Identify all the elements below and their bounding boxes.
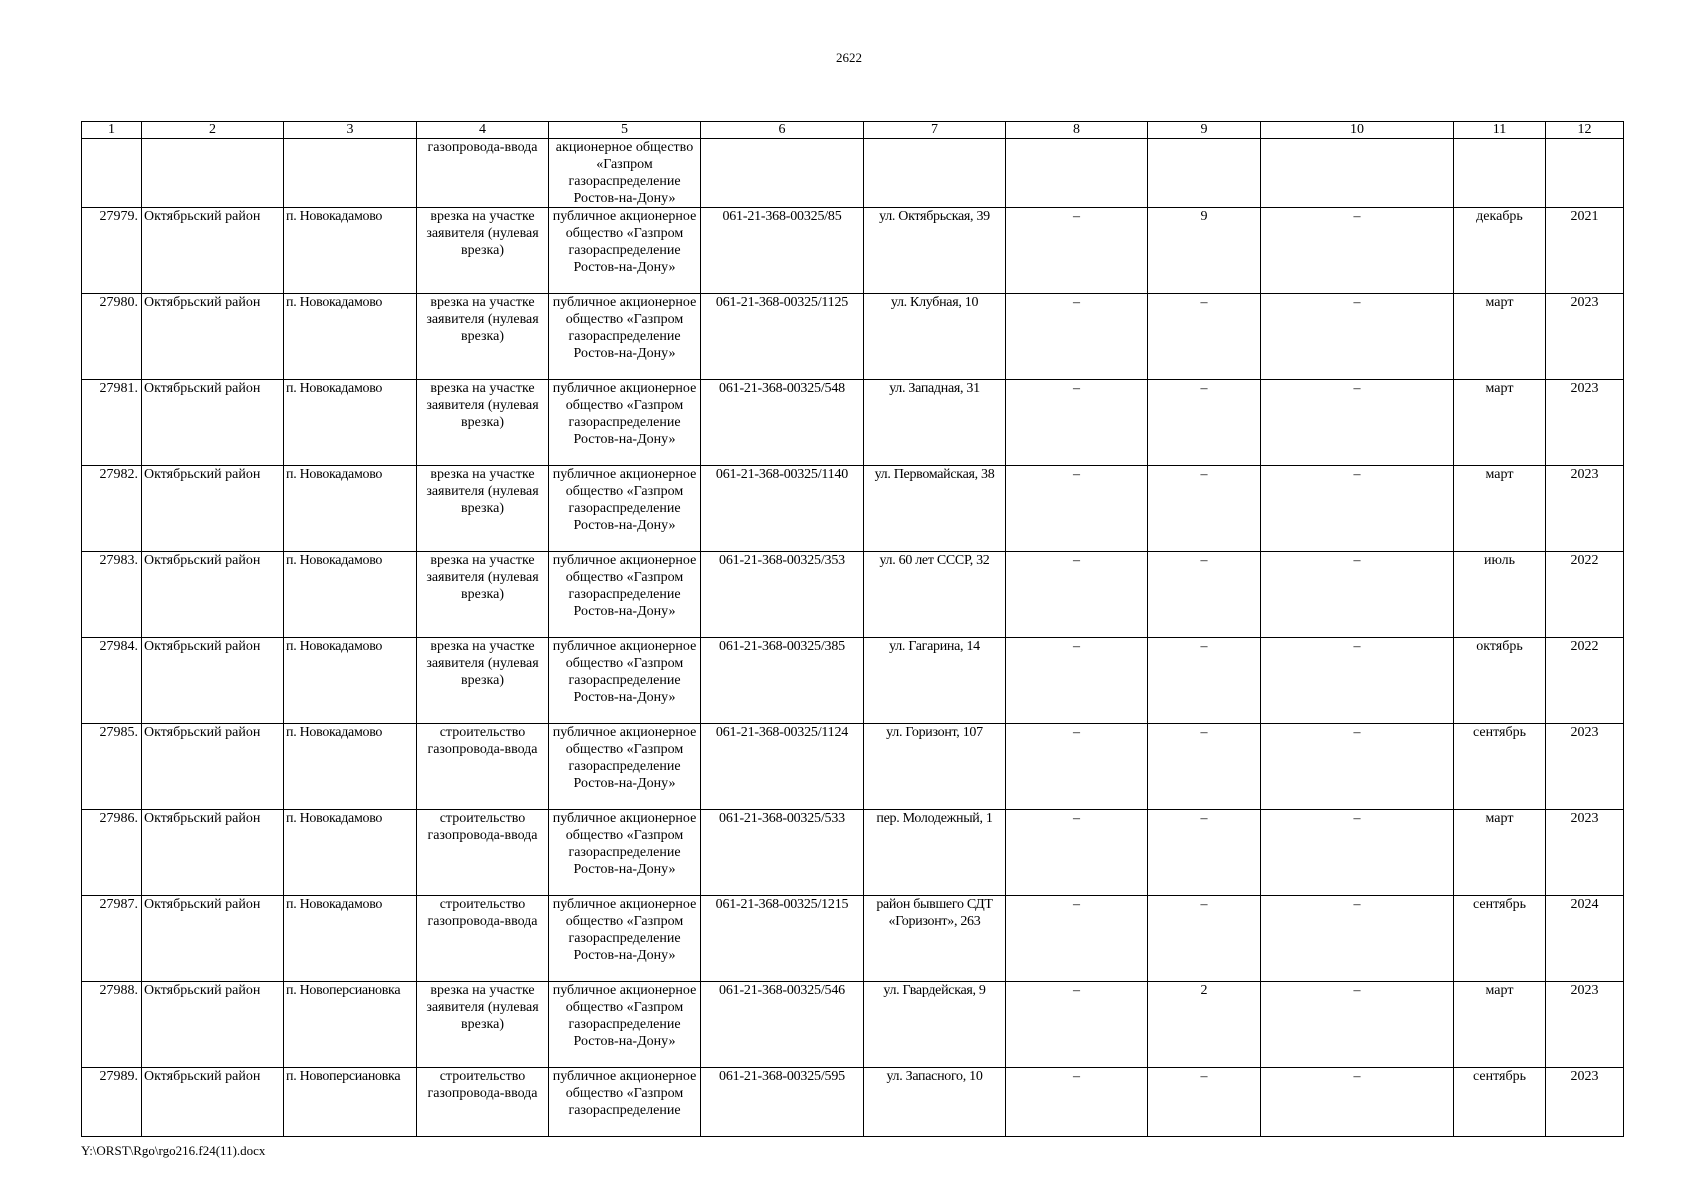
cell-district: Октябрьский район [142, 1068, 284, 1137]
cell-month: октябрь [1454, 638, 1546, 724]
cell-settlement: п. Новокадамово [284, 552, 417, 638]
cell-month: март [1454, 982, 1546, 1068]
cell-address: ул. 60 лет СССР, 32 [864, 552, 1006, 638]
cell-organization: публичное акционерное общество «Газпром газораспределение Ростов-на-Дону» [549, 810, 701, 896]
cell-col8: – [1006, 896, 1148, 982]
cell-col10 [1261, 139, 1454, 208]
cell-work-type: врезка на участке заявителя (нулевая врезка) [417, 380, 549, 466]
cell-organization: публичное акционерное общество «Газпром газораспределение Ростов-на-Дону» [549, 208, 701, 294]
cell-registry-code: 061-21-368-00325/595 [701, 1068, 864, 1137]
cell-year: 2021 [1546, 208, 1624, 294]
cell-col10: – [1261, 466, 1454, 552]
cell-month: июль [1454, 552, 1546, 638]
cell-organization: публичное акционерное общество «Газпром газораспределение Ростов-на-Дону» [549, 380, 701, 466]
cell-year: 2023 [1546, 724, 1624, 810]
cell-number: 27981. [82, 380, 142, 466]
cell-col10: – [1261, 294, 1454, 380]
cell-settlement: п. Новоперсиановка [284, 1068, 417, 1137]
cell-number: 27989. [82, 1068, 142, 1137]
cell-year: 2023 [1546, 982, 1624, 1068]
cell-organization: акционерное общество «Газпром газораспределение Ростов-на-Дону» [549, 139, 701, 208]
cell-month: март [1454, 380, 1546, 466]
cell-district: Октябрьский район [142, 294, 284, 380]
cell-work-type: газопровода-ввода [417, 139, 549, 208]
cell-year: 2023 [1546, 294, 1624, 380]
cell-district: Октябрьский район [142, 982, 284, 1068]
cell-settlement: п. Новокадамово [284, 896, 417, 982]
cell-registry-code: 061-21-368-00325/353 [701, 552, 864, 638]
cell-year: 2023 [1546, 1068, 1624, 1137]
table-row-continuation [82, 139, 1624, 208]
cell-registry-code: 061-21-368-00325/533 [701, 810, 864, 896]
cell-col10: – [1261, 810, 1454, 896]
cell-col9: – [1148, 638, 1261, 724]
cell-organization: публичное акционерное общество «Газпром газораспределение Ростов-на-Дону» [549, 896, 701, 982]
cell-settlement: п. Новокадамово [284, 638, 417, 724]
cell-col8: – [1006, 208, 1148, 294]
cell-col9: – [1148, 380, 1261, 466]
cell-registry-code: 061-21-368-00325/1125 [701, 294, 864, 380]
cell-month: сентябрь [1454, 724, 1546, 810]
cell-work-type: врезка на участке заявителя (нулевая врезка) [417, 638, 549, 724]
table-row [82, 1068, 1624, 1137]
cell-registry-code: 061-21-368-00325/1124 [701, 724, 864, 810]
column-header-4: 4 [417, 122, 549, 139]
cell-month: март [1454, 294, 1546, 380]
cell-year: 2023 [1546, 466, 1624, 552]
cell-number: 27979. [82, 208, 142, 294]
table-row [82, 810, 1624, 896]
cell-address: район бывшего СДТ «Горизонт», 263 [864, 896, 1006, 982]
column-header-8: 8 [1006, 122, 1148, 139]
column-header-5: 5 [549, 122, 701, 139]
cell-work-type: строительство газопровода-ввода [417, 896, 549, 982]
cell-col8: – [1006, 552, 1148, 638]
cell-district [142, 139, 284, 208]
cell-col10: – [1261, 208, 1454, 294]
cell-address [864, 139, 1006, 208]
cell-organization: публичное акционерное общество «Газпром газораспределение Ростов-на-Дону» [549, 466, 701, 552]
cell-year: 2024 [1546, 896, 1624, 982]
cell-number [82, 139, 142, 208]
column-header-2: 2 [142, 122, 284, 139]
cell-settlement: п. Новокадамово [284, 466, 417, 552]
cell-registry-code: 061-21-368-00325/85 [701, 208, 864, 294]
cell-year: 2022 [1546, 552, 1624, 638]
footer-file-path: Y:\ORST\Rgo\rgo216.f24(11).docx [81, 1143, 266, 1158]
cell-organization: публичное акционерное общество «Газпром газораспределение Ростов-на-Дону» [549, 982, 701, 1068]
cell-col9: – [1148, 466, 1261, 552]
cell-work-type: врезка на участке заявителя (нулевая врезка) [417, 294, 549, 380]
cell-number: 27985. [82, 724, 142, 810]
cell-year: 2022 [1546, 638, 1624, 724]
cell-col8: – [1006, 1068, 1148, 1137]
cell-number: 27988. [82, 982, 142, 1068]
cell-settlement: п. Новокадамово [284, 380, 417, 466]
table-row [82, 638, 1624, 724]
cell-col9: 9 [1148, 208, 1261, 294]
column-header-11: 11 [1454, 122, 1546, 139]
cell-year [1546, 139, 1624, 208]
cell-year: 2023 [1546, 380, 1624, 466]
cell-number: 27982. [82, 466, 142, 552]
cell-registry-code: 061-21-368-00325/548 [701, 380, 864, 466]
cell-col10: – [1261, 552, 1454, 638]
cell-col10: – [1261, 896, 1454, 982]
cell-col9: – [1148, 1068, 1261, 1137]
table-body [82, 122, 1624, 1137]
column-header-7: 7 [864, 122, 1006, 139]
cell-address: ул. Октябрьская, 39 [864, 208, 1006, 294]
cell-settlement: п. Новокадамово [284, 810, 417, 896]
cell-organization: публичное акционерное общество «Газпром газораспределение [549, 1068, 701, 1137]
table-row [82, 208, 1624, 294]
cell-organization: публичное акционерное общество «Газпром газораспределение Ростов-на-Дону» [549, 724, 701, 810]
cell-month: март [1454, 810, 1546, 896]
cell-district: Октябрьский район [142, 208, 284, 294]
cell-col9: – [1148, 896, 1261, 982]
table-row [82, 552, 1624, 638]
register-table [81, 121, 1624, 1137]
cell-work-type: строительство газопровода-ввода [417, 810, 549, 896]
cell-number: 27980. [82, 294, 142, 380]
cell-address: ул. Первомайская, 38 [864, 466, 1006, 552]
cell-settlement: п. Новокадамово [284, 724, 417, 810]
cell-work-type: врезка на участке заявителя (нулевая врезка) [417, 466, 549, 552]
cell-registry-code: 061-21-368-00325/385 [701, 638, 864, 724]
cell-registry-code: 061-21-368-00325/546 [701, 982, 864, 1068]
cell-col9 [1148, 139, 1261, 208]
cell-address: ул. Клубная, 10 [864, 294, 1006, 380]
cell-number: 27987. [82, 896, 142, 982]
cell-number: 27986. [82, 810, 142, 896]
table-row [82, 294, 1624, 380]
cell-col8: – [1006, 810, 1148, 896]
column-number-header [82, 122, 1624, 139]
cell-registry-code: 061-21-368-00325/1215 [701, 896, 864, 982]
cell-col9: 2 [1148, 982, 1261, 1068]
cell-col10: – [1261, 724, 1454, 810]
cell-col8: – [1006, 466, 1148, 552]
column-header-12: 12 [1546, 122, 1624, 139]
cell-number: 27984. [82, 638, 142, 724]
cell-col8: – [1006, 724, 1148, 810]
cell-month: сентябрь [1454, 1068, 1546, 1137]
cell-work-type: строительство газопровода-ввода [417, 1068, 549, 1137]
cell-col10: – [1261, 380, 1454, 466]
table-row [82, 380, 1624, 466]
cell-work-type: врезка на участке заявителя (нулевая врезка) [417, 208, 549, 294]
cell-address: ул. Западная, 31 [864, 380, 1006, 466]
cell-organization: публичное акционерное общество «Газпром газораспределение Ростов-на-Дону» [549, 294, 701, 380]
cell-col9: – [1148, 724, 1261, 810]
cell-month [1454, 139, 1546, 208]
table-row [82, 896, 1624, 982]
cell-col9: – [1148, 810, 1261, 896]
cell-col8: – [1006, 294, 1148, 380]
cell-address: пер. Молодежный, 1 [864, 810, 1006, 896]
cell-district: Октябрьский район [142, 638, 284, 724]
cell-address: ул. Горизонт, 107 [864, 724, 1006, 810]
cell-organization: публичное акционерное общество «Газпром газораспределение Ростов-на-Дону» [549, 638, 701, 724]
cell-district: Октябрьский район [142, 896, 284, 982]
column-header-10: 10 [1261, 122, 1454, 139]
cell-col10: – [1261, 638, 1454, 724]
cell-col10: – [1261, 1068, 1454, 1137]
cell-year: 2023 [1546, 810, 1624, 896]
column-header-9: 9 [1148, 122, 1261, 139]
cell-col8: – [1006, 982, 1148, 1068]
cell-registry-code [701, 139, 864, 208]
cell-district: Октябрьский район [142, 380, 284, 466]
cell-month: сентябрь [1454, 896, 1546, 982]
table-row [82, 982, 1624, 1068]
cell-col8: – [1006, 638, 1148, 724]
cell-address: ул. Гвардейская, 9 [864, 982, 1006, 1068]
cell-month: декабрь [1454, 208, 1546, 294]
cell-col9: – [1148, 294, 1261, 380]
cell-district: Октябрьский район [142, 724, 284, 810]
cell-district: Октябрьский район [142, 466, 284, 552]
cell-settlement: п. Новоперсиановка [284, 982, 417, 1068]
cell-col9: – [1148, 552, 1261, 638]
cell-work-type: врезка на участке заявителя (нулевая врезка) [417, 982, 549, 1068]
cell-col8: – [1006, 380, 1148, 466]
cell-number: 27983. [82, 552, 142, 638]
cell-organization: публичное акционерное общество «Газпром газораспределение Ростов-на-Дону» [549, 552, 701, 638]
page-number: 2622 [836, 50, 862, 65]
cell-work-type: врезка на участке заявителя (нулевая врезка) [417, 552, 549, 638]
table-row [82, 466, 1624, 552]
cell-district: Октябрьский район [142, 552, 284, 638]
cell-col8 [1006, 139, 1148, 208]
cell-settlement [284, 139, 417, 208]
cell-month: март [1454, 466, 1546, 552]
cell-district: Октябрьский район [142, 810, 284, 896]
cell-address: ул. Запасного, 10 [864, 1068, 1006, 1137]
column-header-6: 6 [701, 122, 864, 139]
cell-address: ул. Гагарина, 14 [864, 638, 1006, 724]
cell-registry-code: 061-21-368-00325/1140 [701, 466, 864, 552]
column-header-1: 1 [82, 122, 142, 139]
column-header-3: 3 [284, 122, 417, 139]
cell-settlement: п. Новокадамово [284, 208, 417, 294]
table-row [82, 724, 1624, 810]
cell-col10: – [1261, 982, 1454, 1068]
cell-settlement: п. Новокадамово [284, 294, 417, 380]
cell-work-type: строительство газопровода-ввода [417, 724, 549, 810]
